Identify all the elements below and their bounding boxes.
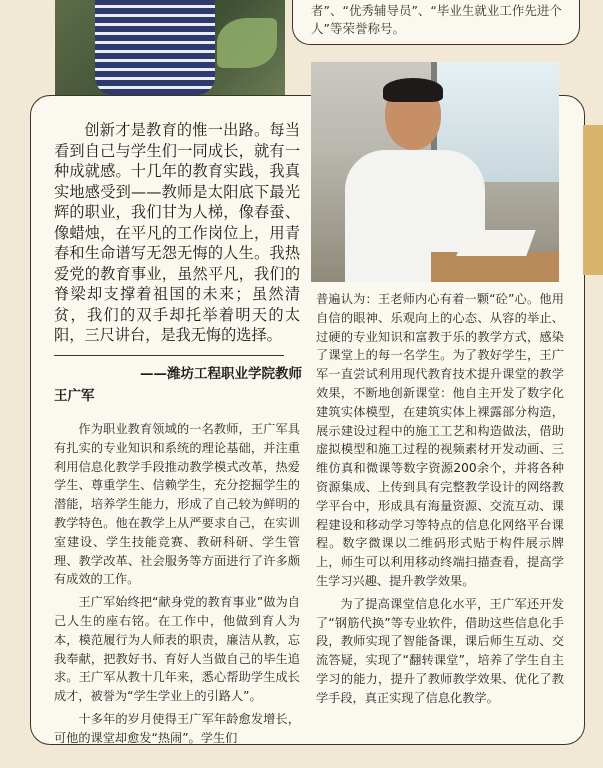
striped-shirt bbox=[95, 0, 215, 95]
page-edge-tab bbox=[583, 125, 603, 275]
quote-block bbox=[54, 120, 300, 346]
photo-desk bbox=[431, 252, 559, 282]
quote-text: 创新才是教育的惟一出路。每当看到自己与学生们一同成长，就有一种成就感。十几年的教育实践，我真实地感受到——教师是太阳底下最光辉的职业，我们甘为人梯，像春蚕、像蜡烛，在平凡的工作岗位上，用青春和生命谱写无怨无悔的人生。我热爱党的教育事业，虽然平凡，我们的脊梁却支撑着祖国的未来；虽然清贫，我们的双手却托举着明天的太阳，三尺讲台，是我无悔的选择。 bbox=[54, 121, 300, 344]
right-paragraph: 普遍认为：王老师内心有着一颗“砼”心。他用自信的眼神、乐观向上的心态、从容的举止、过硬的专业知识和富教于乐的教学方式，感染了课堂上的每一名学生。为了教好学生，王广军一直尝试利用现代教育技术提升课堂的教学效果，不断地创新课堂：他自主开发了数字化建筑实体模型，在建筑实体上裸露部分构造，展示建设过程中的施工工艺和构造做法，借助虚拟模型和施工过程的视频素材开发动画、三维仿真和微课等数字资源200余个，并将各种资源集成、上传到具有完整教学设计的网络教学平台中，形成具有海量资源、交流互动、课程建设和移动学习等特点的信息化网络平台课程。数字微课以二维码形式贴于构件展示牌上，师生可以利用移动终端扫描查看，提高学生学习兴趣、提升教学效果。 bbox=[316, 292, 564, 588]
plant-leaf bbox=[217, 18, 277, 68]
signature-divider bbox=[54, 355, 284, 356]
right-paragraph: 为了提高课堂信息化水平，王广军还开发了“钢筋代换”等专业软件，借助这些信息化手段，教师实现了智能备课，课后师生互动、交流答疑，实现了“翻转课堂”，培养了学生自主学习的能力，提升了教师教学效果、优化了教学手段，真正实现了信息化教学。 bbox=[316, 596, 564, 705]
signature-name: 王广军 bbox=[54, 388, 95, 404]
right-column-body bbox=[316, 290, 564, 712]
signature bbox=[54, 363, 302, 407]
signature-school: ——潍坊工程职业学院教师 bbox=[140, 366, 302, 382]
left-paragraph: 十多年的岁月使得王广军年龄愈发增长，可他的课堂却愈发“热闹”。学生们 bbox=[54, 711, 300, 745]
photo-teacher-hair bbox=[383, 78, 443, 102]
honors-text: 者”、“优秀辅导员”、“毕业生就业工作先进个人”等荣誉称号。 bbox=[311, 3, 562, 36]
teacher-photo-desk bbox=[311, 62, 559, 282]
photo-book bbox=[456, 230, 535, 256]
left-paragraph: 作为职业教育领域的一名教师，王广军具有扎实的专业知识和系统的理论基础，并注重利用信息化教学手段推动教学模式改革，热爱学生、尊重学生、信赖学生，充分挖掘学生的潜能，培养学生能力，形成了自己较为鲜明的教学特色。他在教学上从严要求自己，在实训室建设、学生技能竞赛、教研科研、学生管理、教学改革、社会服务等方面进行了许多颇有成效的工作。 bbox=[54, 422, 300, 587]
left-column-body bbox=[54, 420, 300, 752]
teacher-photo-top bbox=[55, 0, 285, 95]
left-paragraph: 王广军始终把“献身党的教育事业”做为自己人生的座右铭。在工作中，他做到育人为本，模范履行为人师表的职责，廉洁从教，忘我奉献，把教好书、育好人当做自己的毕生追求。王广军从教十几年来，悉心帮助学生成长成才，被誉为“学生学业上的引路人”。 bbox=[54, 595, 300, 704]
honors-text-box bbox=[292, 0, 580, 45]
